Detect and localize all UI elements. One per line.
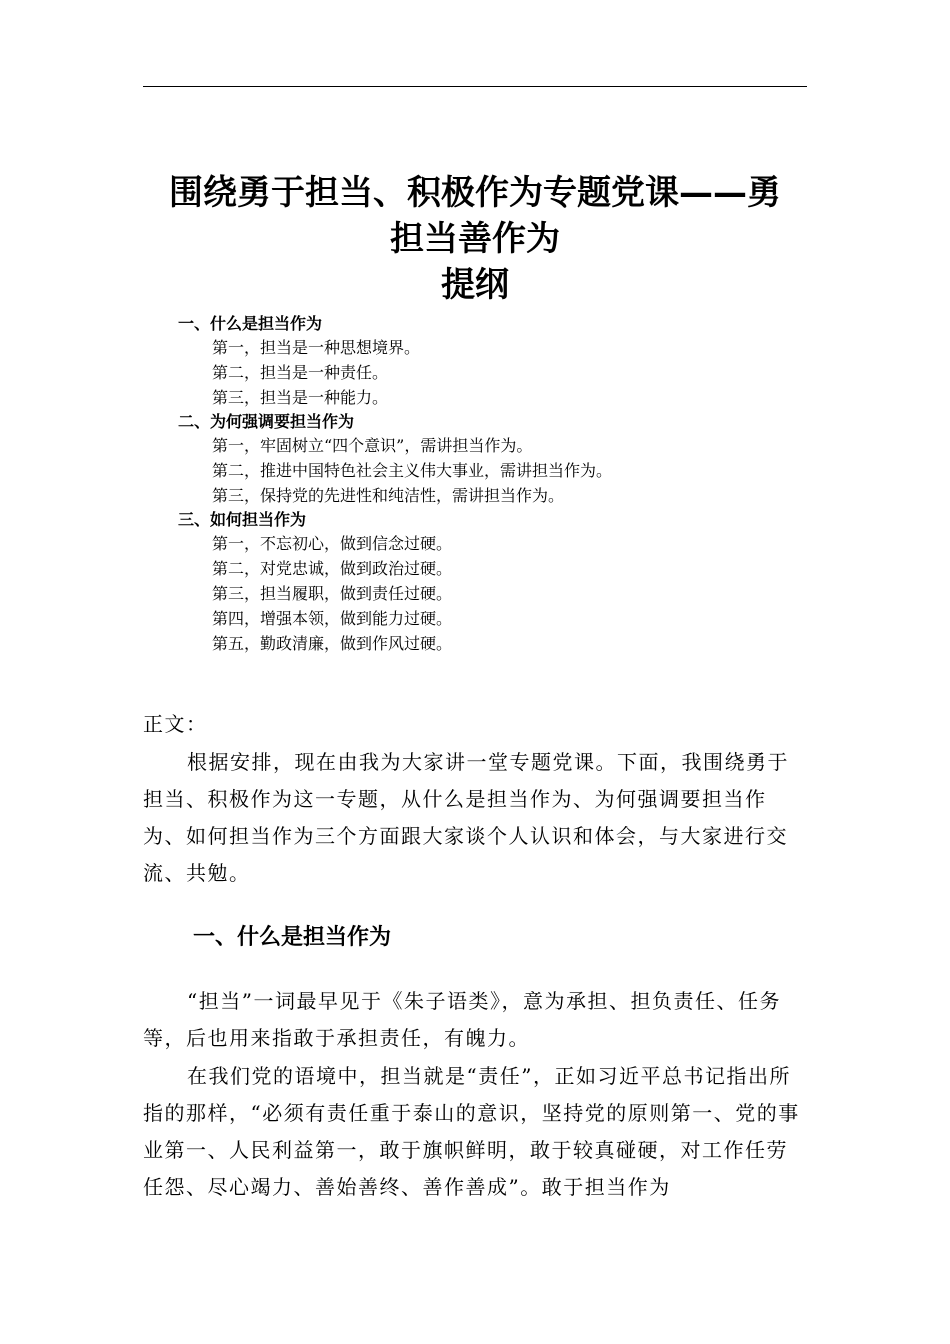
outline-item: 第二，对党忠诚，做到政治过硬。 (212, 559, 453, 578)
outline-item: 第二，担当是一种责任。 (212, 363, 389, 382)
header-rule (143, 86, 807, 87)
outline-item: 第一，担当是一种思想境界。 (212, 338, 421, 357)
outline-item: 第五，勤政清廉，做到作风过硬。 (212, 634, 453, 653)
document-title (143, 170, 807, 308)
body-paragraph: “担当”一词最早见于《朱子语类》，意为承担、担负责任、任务等，后也用来指敢于承担责任，有魄力。 (143, 989, 781, 1050)
outline (178, 312, 798, 656)
intro-paragraph: 根据安排，现在由我为大家讲一堂专题党课。下面，我围绕勇于担当、积极作为这一专题，从什么是担当作为、为何强调要担当作为、如何担当作为三个方面跟大家谈个人认识和体会，与大家进行交流、共勉。 (143, 750, 789, 885)
outline-section-1 (178, 312, 798, 410)
outline-item: 第三，担当履职，做到责任过硬。 (212, 584, 453, 603)
outline-heading: 三、如何担当作为 (178, 510, 307, 529)
outline-item: 第一，不忘初心，做到信念过硬。 (212, 534, 453, 553)
body-paragraph: 在我们党的语境中，担当就是“责任”，正如习近平总书记指出所指的那样，“必须有责任重于泰山的意识，坚持党的原则第一、党的事业第一、人民利益第一，敢于旗帜鲜明，敢于较真碰硬，对工作任劳任怨、尽心竭力、善始善终、善作善成”。敢于担当作为 (143, 1064, 800, 1199)
body-label: 正文： (143, 712, 208, 736)
outline-item: 第三，保持党的先进性和纯洁性，需讲担当作为。 (212, 486, 565, 505)
outline-heading: 二、为何强调要担当作为 (178, 412, 355, 431)
outline-item: 第三，担当是一种能力。 (212, 388, 389, 407)
outline-heading: 一、什么是担当作为 (178, 314, 323, 333)
outline-item: 第一，牢固树立“四个意识”，需讲担当作为。 (212, 436, 533, 455)
outline-item: 第二，推进中国特色社会主义伟大事业，需讲担当作为。 (212, 461, 613, 480)
title-line-1: 围绕勇于担当、积极作为专题党课——勇 (169, 173, 781, 213)
outline-item: 第四，增强本领，做到能力过硬。 (212, 609, 453, 628)
title-line-3: 提纲 (441, 265, 509, 305)
section-heading: 一、什么是担当作为 (193, 925, 392, 950)
title-line-2: 担当善作为 (390, 219, 560, 259)
outline-section-3 (178, 508, 798, 656)
outline-section-2 (178, 410, 798, 508)
